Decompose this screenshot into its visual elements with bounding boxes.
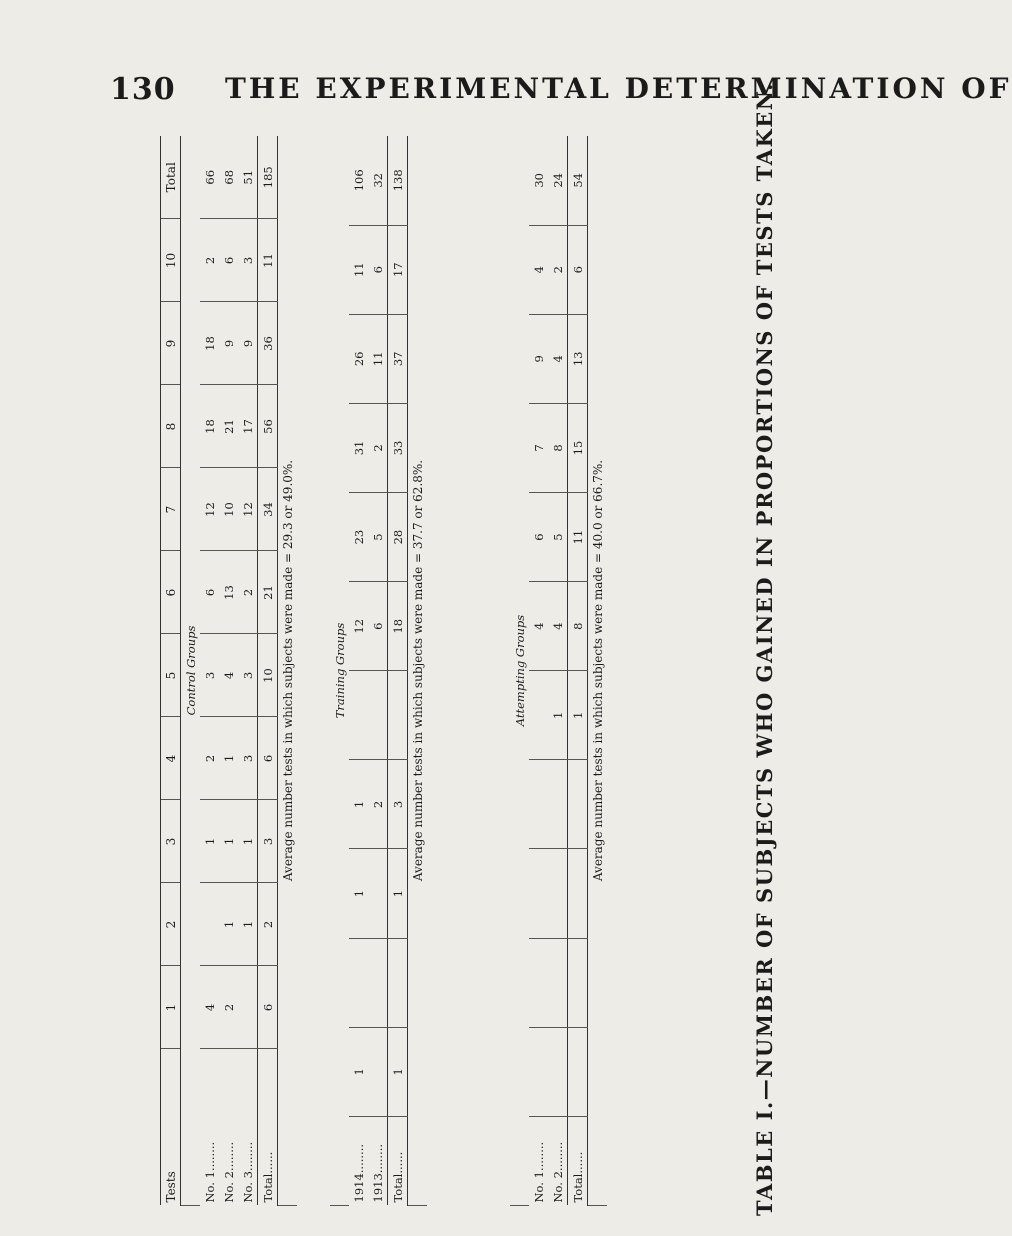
- table-cell: [529, 849, 548, 938]
- average-row: [588, 136, 608, 1206]
- table-cell: 8: [548, 403, 568, 492]
- table-row: [219, 136, 238, 1206]
- column-header: 1: [161, 966, 181, 1049]
- table-cell: [548, 760, 568, 849]
- column-header: 3: [161, 800, 181, 883]
- table-cell: 8: [568, 582, 588, 671]
- table-cell: 3: [238, 634, 258, 717]
- table-cell: 3: [200, 634, 219, 717]
- table-cell: [529, 671, 548, 760]
- condition-label: Training Groups: [330, 136, 349, 1206]
- table-cell: 3: [238, 219, 258, 302]
- table-cell: 138: [388, 136, 408, 225]
- table-cell: [529, 938, 548, 1027]
- table-cell: 21: [258, 551, 278, 634]
- table-cell: 3: [258, 800, 278, 883]
- table-cell: 13: [219, 551, 238, 634]
- table-cell: 185: [258, 136, 278, 219]
- table-cell: 2: [368, 403, 388, 492]
- table-cell: [368, 938, 388, 1027]
- table-cell: 6: [529, 493, 548, 582]
- table-cell: 66: [200, 136, 219, 219]
- table-cell: 10: [219, 468, 238, 551]
- table-cell: 6: [258, 717, 278, 800]
- table-cell: [548, 938, 568, 1027]
- table-cell: 1: [349, 849, 368, 938]
- table-cell: 1: [388, 849, 408, 938]
- total-row: [568, 136, 588, 1206]
- table-cell: 3: [388, 760, 408, 849]
- table-cell: 32: [368, 136, 388, 225]
- table-cell: 11: [349, 225, 368, 314]
- total-row: [258, 136, 278, 1206]
- column-header: 4: [161, 717, 181, 800]
- column-header: 9: [161, 302, 181, 385]
- table-cell: 1: [238, 800, 258, 883]
- table-cell: [388, 671, 408, 760]
- table-cell: 1: [548, 671, 568, 760]
- table-row: [529, 136, 548, 1206]
- table-cell: [568, 760, 588, 849]
- table-cell: 24: [548, 136, 568, 225]
- table-cell: [529, 1027, 548, 1116]
- table-cell: 2: [219, 966, 238, 1049]
- table-cell: 12: [200, 468, 219, 551]
- row-label: Total......: [258, 1049, 278, 1206]
- table-cell: 2: [200, 717, 219, 800]
- table-cell: [349, 671, 368, 760]
- table-cell: 21: [219, 385, 238, 468]
- table-cell: [349, 938, 368, 1027]
- table-cell: 106: [349, 136, 368, 225]
- attempting-groups-table: [510, 136, 607, 1206]
- row-label: No. 1........: [531, 1141, 546, 1203]
- table-cell: 9: [238, 302, 258, 385]
- table-cell: [568, 938, 588, 1027]
- table-cell: 54: [568, 136, 588, 225]
- page-number: 130: [110, 72, 176, 107]
- table-cell: [368, 671, 388, 760]
- column-header: 10: [161, 219, 181, 302]
- column-header: 6: [161, 551, 181, 634]
- table-cell: 17: [238, 385, 258, 468]
- table-cell: 1: [349, 760, 368, 849]
- table-cell: 17: [388, 225, 408, 314]
- table-row: [548, 136, 568, 1206]
- table-cell: 23: [349, 493, 368, 582]
- table-cell: 9: [219, 302, 238, 385]
- table-cell: 2: [258, 883, 278, 966]
- column-header: 2: [161, 883, 181, 966]
- control-groups-table: [160, 136, 297, 1206]
- table-cell: [368, 1027, 388, 1116]
- table-cell: 18: [200, 302, 219, 385]
- table-cell: 1: [568, 671, 588, 760]
- table-cell: 12: [349, 582, 368, 671]
- condition-label: Attempting Groups: [510, 136, 529, 1206]
- table-cell: [568, 849, 588, 938]
- table-cell: 4: [548, 314, 568, 403]
- table-cell: 6: [368, 225, 388, 314]
- table-cell: 36: [258, 302, 278, 385]
- row-label: No. 1........: [202, 1141, 217, 1203]
- average-row: [278, 136, 298, 1206]
- table-cell: 1: [219, 800, 238, 883]
- table-cell: 3: [238, 717, 258, 800]
- table-cell: 30: [529, 136, 548, 225]
- table-cell: 1: [219, 883, 238, 966]
- table-cell: 56: [258, 385, 278, 468]
- table-cell: [548, 849, 568, 938]
- table-cell: 2: [238, 551, 258, 634]
- row-label: 1913........: [370, 1143, 385, 1203]
- table-cell: 4: [529, 225, 548, 314]
- table-cell: 11: [368, 314, 388, 403]
- table-cell: 6: [200, 551, 219, 634]
- section-label-row: [181, 136, 201, 1206]
- table-title: TABLE I.—NUMBER OF SUBJECTS WHO GAINED IN PROPORTIONS OF TESTS TAKEN.: [752, 82, 777, 1216]
- table-cell: 18: [200, 385, 219, 468]
- table-cell: 5: [368, 493, 388, 582]
- table-cell: 6: [368, 582, 388, 671]
- section-label-row: [330, 136, 349, 1206]
- table-cell: [388, 938, 408, 1027]
- table-cell: 4: [200, 966, 219, 1049]
- table-cell: [368, 849, 388, 938]
- table-cell: 2: [368, 760, 388, 849]
- table-row: [368, 136, 388, 1206]
- row-label: 1914........: [351, 1143, 366, 1203]
- row-label: Total......: [388, 1116, 408, 1205]
- table-cell: 15: [568, 403, 588, 492]
- average-label: Average number tests in which subjects were made = 40.0 or 66.7%.: [588, 136, 608, 1206]
- table-cell: 7: [529, 403, 548, 492]
- running-title: THE EXPERIMENTAL DETERMINATION OF: [225, 72, 1012, 105]
- table-cell: 6: [568, 225, 588, 314]
- page-header: [0, 0, 1012, 110]
- table-cell: 1: [238, 883, 258, 966]
- table-cell: 11: [258, 219, 278, 302]
- table-cell: 5: [548, 493, 568, 582]
- table-cell: 1: [349, 1027, 368, 1116]
- table-cell: [529, 760, 548, 849]
- table-cell: [548, 1027, 568, 1116]
- training-groups-table: [330, 136, 427, 1206]
- table-cell: 28: [388, 493, 408, 582]
- table-cell: 9: [529, 314, 548, 403]
- average-label: Average number tests in which subjects were made = 29.3 or 49.0%.: [278, 136, 298, 1206]
- row-label: No. 2........: [550, 1141, 565, 1203]
- table-cell: 13: [568, 314, 588, 403]
- average-row: [408, 136, 428, 1206]
- table-cell: [568, 1027, 588, 1116]
- table-cell: 10: [258, 634, 278, 717]
- column-header: 7: [161, 468, 181, 551]
- table-cell: 12: [238, 468, 258, 551]
- table-cell: 51: [238, 136, 258, 219]
- row-label: No. 3........: [240, 1141, 255, 1203]
- table-cell: 31: [349, 403, 368, 492]
- table-cell: 2: [548, 225, 568, 314]
- section-label-row: [510, 136, 529, 1206]
- table-cell: 6: [258, 966, 278, 1049]
- row-label: No. 2........: [221, 1141, 236, 1203]
- average-label: Average number tests in which subjects were made = 37.7 or 62.8%.: [408, 136, 428, 1206]
- table-row: [200, 136, 219, 1206]
- table-cell: 4: [219, 634, 238, 717]
- table-cell: 1: [219, 717, 238, 800]
- header-row: [161, 136, 181, 1206]
- condition-label: Control Groups: [181, 136, 201, 1206]
- table-row: [349, 136, 368, 1206]
- column-header: 8: [161, 385, 181, 468]
- table-cell: 1: [200, 800, 219, 883]
- table-row: [238, 136, 258, 1206]
- table-cell: 2: [200, 219, 219, 302]
- table-cell: 68: [219, 136, 238, 219]
- table-cell: 4: [529, 582, 548, 671]
- table-cell: 18: [388, 582, 408, 671]
- table-cell: 26: [349, 314, 368, 403]
- table-cell: 11: [568, 493, 588, 582]
- total-row: [388, 136, 408, 1206]
- table-cell: 1: [388, 1027, 408, 1116]
- table-cell: [200, 883, 219, 966]
- column-header: Total: [161, 136, 181, 219]
- table-cell: [238, 966, 258, 1049]
- table-cell: 33: [388, 403, 408, 492]
- table-cell: 6: [219, 219, 238, 302]
- table-cell: 34: [258, 468, 278, 551]
- table-cell: 4: [548, 582, 568, 671]
- column-header: 5: [161, 634, 181, 717]
- column-header: Tests: [161, 1049, 181, 1206]
- row-label: Total......: [568, 1116, 588, 1205]
- table-cell: 37: [388, 314, 408, 403]
